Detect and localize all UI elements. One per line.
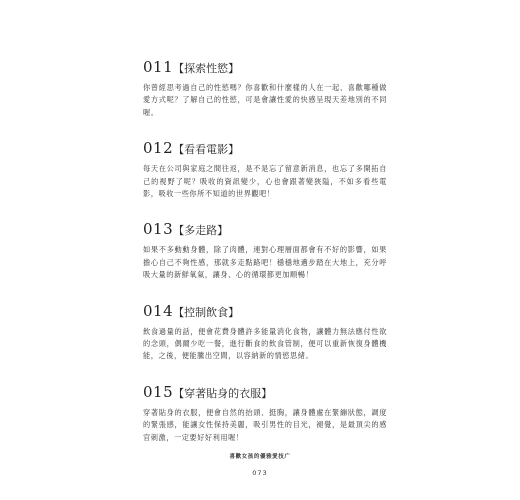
section-014 xyxy=(143,302,387,363)
section-number: 011 xyxy=(143,58,174,76)
section-title: 控制飲食 xyxy=(184,305,229,319)
section-number: 014 xyxy=(143,301,174,320)
section-body: 飲食過量的話，便會花費身體許多能量消化食物，讓體力無法應付性欲的念頭，偶爾少吃一餐，進行斷食的飲食管制，便可以重新恢復身體機能，之後，便能騰出空間，以容納新的情慾思緒。 xyxy=(143,326,387,361)
section-title: 多走路 xyxy=(184,224,218,238)
right-bracket: 】 xyxy=(261,386,273,400)
left-bracket: 【 xyxy=(173,224,185,238)
section-body: 如果不多動動身體，除了肉體，連對心理層面都會有不好的影響，如果擔心自己不夠性感，那就多走點路吧！穩穩地邁步踏在大地上，充分呼吸大量的新鮮氧氣，讓身、心的循環都更加順暢！ xyxy=(143,245,387,280)
section-heading xyxy=(143,383,387,401)
section-body: 每天在公司與家庭之間往返，是不是忘了留意新消息，也忘了多開拓自己的視野了呢？吸收的資訊變少，心也會跟著變狹隘，不如多看些電影，吸收一些你所不知道的世界觀吧！ xyxy=(143,164,387,199)
section-body: 穿著貼身的衣服，便會自然的抬頭、挺胸，讓身體處在緊繃狀態，調度的緊張感，能讓女性保持美麗，吸引男性的目光，褪覺，是最頂尖的感官刺激，一定要好好利用喔！ xyxy=(143,407,387,442)
section-013 xyxy=(143,220,387,281)
left-bracket: 【 xyxy=(173,62,185,75)
left-bracket: 【 xyxy=(173,143,185,157)
section-heading xyxy=(143,58,387,76)
right-bracket: 】 xyxy=(217,224,229,238)
left-bracket: 【 xyxy=(173,386,185,400)
section-title: 探索性慾 xyxy=(184,62,229,75)
section-011 xyxy=(143,58,387,119)
left-bracket: 【 xyxy=(173,305,185,319)
section-number: 012 xyxy=(143,139,174,158)
right-bracket: 】 xyxy=(228,143,240,157)
section-heading xyxy=(143,302,387,320)
section-number: 015 xyxy=(143,382,174,401)
section-012 xyxy=(143,139,387,200)
section-title: 看看電影 xyxy=(184,143,229,157)
section-body: 你曾經思考過自己的性慾嗎？你喜歡和什麼樣的人在一起、喜歡哪種做愛方式呢？了解自己的性慾，可是會讓性愛的快感呈現天差地別的不同喔。 xyxy=(143,83,387,117)
right-bracket: 】 xyxy=(228,62,240,75)
section-number: 013 xyxy=(143,220,174,239)
right-bracket: 】 xyxy=(228,305,240,319)
running-footer-title: 喜歡女孩的優雅愛技广 xyxy=(229,454,291,460)
section-heading xyxy=(143,139,387,157)
section-heading xyxy=(143,220,387,238)
page-number: 073 xyxy=(252,469,268,477)
section-title: 穿著貼身的衣服 xyxy=(184,386,262,400)
page-content xyxy=(143,58,387,464)
section-015 xyxy=(143,383,387,444)
